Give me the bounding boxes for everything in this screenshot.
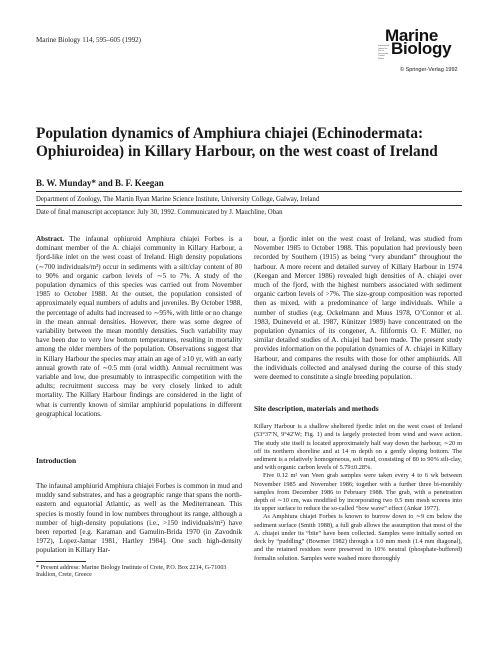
abstract-label: Abstract.	[36, 235, 65, 243]
right-column	[254, 235, 462, 563]
acceptance-date: Date of final manuscript acceptance: July 30, 1992. Communicated by J. Mauchline, Oban	[36, 209, 283, 216]
footnote: * Present address: Marine Biology Institute of Crete, P.O. Box 2214, G-71003 Iraklion, Crete, Greece	[36, 564, 227, 579]
footnote-rule	[36, 561, 86, 562]
methods-paragraph-2: Five 0.12 m² van Veen grab samples were taken every 4 to 6 wk between November 1985 and November 1986; together with a further three bi-monthly samples from December 1986 to February 1988. The grab, with a penetration depth of ∼10 cm, was modified by incorporating two 0.5 mm mesh screens into its upper surface to reduce the so-called “bow wave” effect (Ankar 1977).	[254, 472, 462, 513]
methods-heading: Site description, materials and methods	[254, 404, 379, 414]
abstract	[36, 235, 242, 419]
intro-heading: Introduction	[36, 456, 77, 466]
divider-middle	[36, 205, 462, 206]
journal-logo	[378, 26, 470, 73]
methods-paragraph-3: As Amphiura chiajei Forbes is known to burrow down to ∼9 cm below the sediment surface (Smith 1988), a full grab allows the assumption that most of the A. chiajei under its “bite” have been collected. Samples were initially sorted on deck by “puddling” (Bowmer 1982) through a 1.0 mm mesh (1.4 mm diagonal), and the retained residues were preserved in 10% neutral (phosphate-buffered) formalin solution. Samples were washed more thoroughly	[254, 513, 462, 562]
affiliation: Department of Zoology, The Martin Ryan Marine Science Institute, University College, Galway, Ireland	[36, 196, 320, 203]
logo-tagline: International Journal on Life in Oceans and Coastal Waters	[378, 45, 390, 60]
logo-marine: Marine	[385, 26, 438, 45]
abstract-text: The infaunal ophiuroid Amphiura chiajei Forbes is a dominant member of the A. chiajei community in Killary Harbour, a fjord-like inlet on the west coast of Ireland. High density populations (∼700 individuals/m²) occur in sediments with a silt/clay content of 80 to 90% and organic carbon levels of ∼5 to 7%. A study of the population dynamics of this species was carried out from November 1985 to October 1988. At the outset, the population consisted of approximately equal numbers of adults and juveniles. By October 1988, the percentage of adults had increased to ∼95%, with little or no change in the mean annual densities. However, there was some degree of variability between the mean monthly densities. Such variability may have been due to very low bottom temperatures, resulting in mortality among the older members of the population. Observations suggest that in Killary Harbour the species may attain an age of ≥10 yr, with an early annual growth rate of ∼0.5 mm (oral width). Annual recruitment was variable and low, due presumably to intraspecific competition with the adults; recruitment success may be very closely linked to adult mortality. The Killary Harbour findings are considered in the light of what is currently known of similar amphiurid populations in different geographical locations.	[36, 235, 242, 418]
methods-paragraph-1: Killary Harbour is a shallow sheltered fjordic inlet on the west coast of Ireland (53°37′N, 9°42′W; Fig. 1) and is largely protected from wind and wave action. The study site itself is located approximately half way down the harbour, ∼20 m off its northern shoreline and at 14 m depth on a gently sloping bottom. The sediment is a relatively homogeneous, soft mud, consisting of 80 to 90% silt-clay, and with organic carbon levels of 5.79±0.28%.	[254, 423, 462, 472]
logo-copyright: © Springer-Verlag 1992	[400, 67, 458, 73]
divider-top	[36, 191, 462, 192]
running-head: Marine Biology 114, 595–605 (1992)	[36, 36, 141, 44]
authors: B. W. Munday* and B. F. Keegan	[36, 178, 164, 188]
article-title: Population dynamics of Amphiura chiajei (Echinodermata: Ophiuroidea) in Killary Harbour, on the west coast of Ireland	[36, 125, 438, 160]
intro-text: The infaunal amphiurid Amphiura chiajei Forbes is common in mud and muddy sand substrates, and has a geographic range that spans the north-eastern and equatorial Atlantic, as well as the Mediterranean. This species is mostly found in low numbers throughout its range, although a number of high-density populations (i.e., >150 individuals/m²) have been reported [e.g. Karaman and Gamulin-Brida 1970 (in Zavodnik 1972), Lopez-Jamar 1981, Hartley 1984]. One such high-density population in Killary Har-	[36, 482, 242, 555]
intro-continuation: bour, a fjordic inlet on the west coast of Ireland, was studied from November 1985 to October 1988. This population had previously been recorded by Southern (1915) as being “very abundant” throughout the harbour. A more recent and detailed survey of Killary Harbour in 1974 (Keegan and Mercer 1986) revealed high densities of A. chiajei over much of the fjord, with the highest numbers associated with sediment organic carbon levels of >7%. The size-group composition was reported then as mixed, with a predominance of large individuals. While a number of studies (e.g. Ockelmann and Muus 1978, O’Connor et al. 1983, Duineveld et al. 1987, Künitzer 1989) have concentrated on the population dynamics of its congener, A. filiformis O. F. Müller, no similar detailed studies of A. chiajei had been made. The present study provides information on the population dynamics of A. chiajei in Killary Harbour, and compares the results with those for other amphiurids. All the individuals collected and analysed during the course of this study were deemed to constitute a single breeding population.	[254, 235, 462, 382]
left-column	[36, 235, 242, 580]
logo-biology: Biology	[391, 39, 452, 58]
